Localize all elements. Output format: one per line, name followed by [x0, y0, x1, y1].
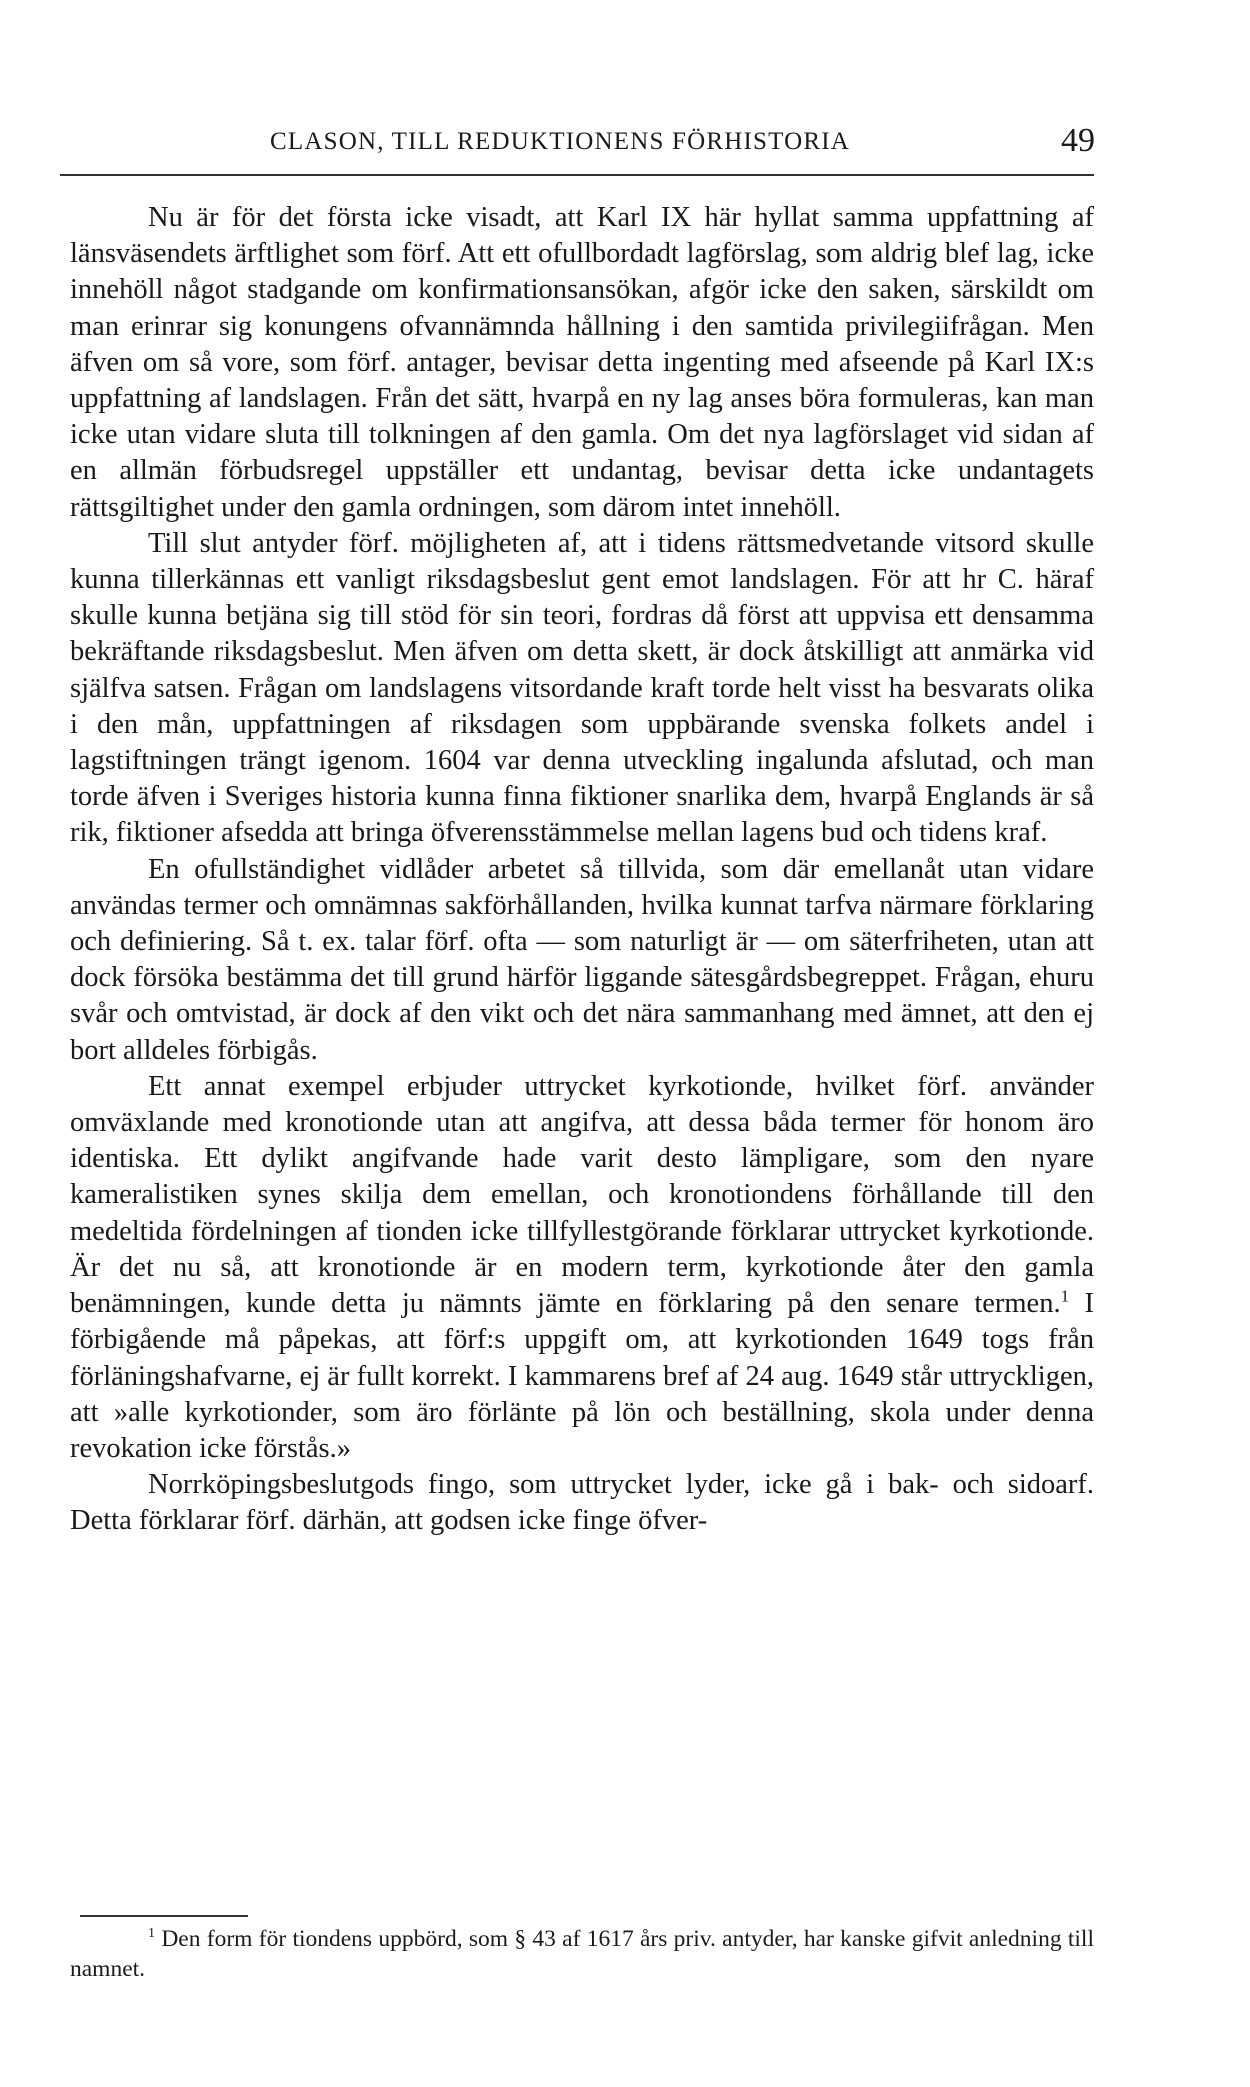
- footnote-rule: [80, 1915, 248, 1917]
- footnote: [70, 1924, 1094, 1984]
- page-header: [68, 122, 1095, 166]
- footnote-mark: 1: [148, 1925, 156, 1942]
- paragraph-1: Nu är för det första icke visadt, att Karl IX här hyllat samma uppfattning af länsväsendets ärftlighet som förf. Att ett ofullbordadt lagförslag, som aldrig blef lag, icke innehöll något stadgande om konfirmationsansökan, afgör icke den saken, särskildt om man erinrar sig konungens ofvannämnda hållning i den samtida privilegiifrågan. Men äfven om så vore, som förf. antager, bevisar detta ingenting med afseende på Karl IX:s uppfattning af landslagen. Från det sätt, hvarpå en ny lag anses böra formuleras, kan man icke utan vidare sluta till tolkningen af den gamla. Om det nya lagförslaget vid sidan af en allmän förbudsregel uppställer ett undantag, bevisar detta icke undantagets rättsgiltighet under den gamla ordningen, som därom intet innehöll.: [70, 202, 1094, 523]
- page-number: 49: [1061, 122, 1095, 159]
- footnote-text: Den form för tiondens uppbörd, som § 43 af 1617 års priv. antyder, har kanske gifvit anledning till namnet.: [70, 1926, 1094, 1982]
- paragraph-2: Till slut antyder förf. möjligheten af, att i tidens rättsmedvetande vitsord skulle kunna tillerkännas ett vanligt riksdagsbeslut gent emot landslagen. För att hr C. häraf skulle kunna betjäna sig till stöd för sin teori, fordras då först att uppvisa ett densamma bekräftande riksdagsbeslut. Men äfven om detta skett, är dock åtskilligt att anmärka vid själfva satsen. Frågan om landslagens vitsordande kraft torde helt visst ha besvarats olika i den mån, uppfattningen af riksdagen som uppbärande svenska folkets andel i lagstiftningen trängt igenom. 1604 var denna utveckling ingalunda afslutad, och man torde äfven i Sveriges historia kunna finna fiktioner snarlika dem, hvarpå Englands är så rik, fiktioner afsedda att bringa öfverensstämmelse mellan lagens bud och tidens kraf.: [70, 527, 1094, 849]
- paragraph-4-text: Ett annat exempel erbjuder uttrycket kyrkotionde, hvilket förf. använder omväxlande med kronotionde utan att angifva, att dessa båda termer för honom äro identiska. Ett dylikt angifvande hade varit desto lämpligare, som den nyare kameralistiken synes skilja dem emellan, och kronotiondens förhållande till den medeltida fördelningen af tionden icke tillfyllestgörande förklarar uttrycket kyrkotionde. Är det nu så, att kronotionde är en modern term, kyrkotionde åter den gamla benämningen, kunde detta ju nämnts jämte en förklaring på den senare termen.: [70, 1070, 1094, 1320]
- body-text: [70, 200, 1094, 1540]
- paragraph-3: En ofullständighet vidlåder arbetet så tillvida, som där emellanåt utan vidare användas termer och omnämnas sakförhållanden, hvilka kunnat tarfva närmare förklaring och definiering. Så t. ex. talar förf. ofta — som naturligt är — om säterfriheten, utan att dock försöka bestämma det till grund härför liggande sätesgårdsbegreppet. Frågan, ehuru svår och omtvistad, är dock af den vikt och det nära sammanhang med ämnet, att den ej bort alldeles förbigås.: [70, 853, 1094, 1066]
- header-rule: [60, 174, 1094, 176]
- paragraph-5: Norrköpingsbeslutgods fingo, som uttrycket lyder, icke gå i bak- och sidoarf. Detta förklarar förf. därhän, att godsen icke finge öfver-: [70, 1469, 1094, 1537]
- footnote-reference[interactable]: 1: [1060, 1286, 1070, 1306]
- paragraph-4-continuation: I förbigående må påpekas, att förf:s uppgift om, att kyrkotionden 1649 togs från förläningshafvarne, ej är fullt korrekt. I kammarens bref af 24 aug. 1649 står uttryckligen, att »alle kyrkotionder, som äro förlänte på lön och beställning, skola under denna revokation icke förstås.»: [70, 1288, 1094, 1464]
- paragraph-4: [70, 1069, 1094, 1467]
- running-title: CLASON, TILL REDUKTIONENS FÖRHISTORIA: [270, 128, 851, 155]
